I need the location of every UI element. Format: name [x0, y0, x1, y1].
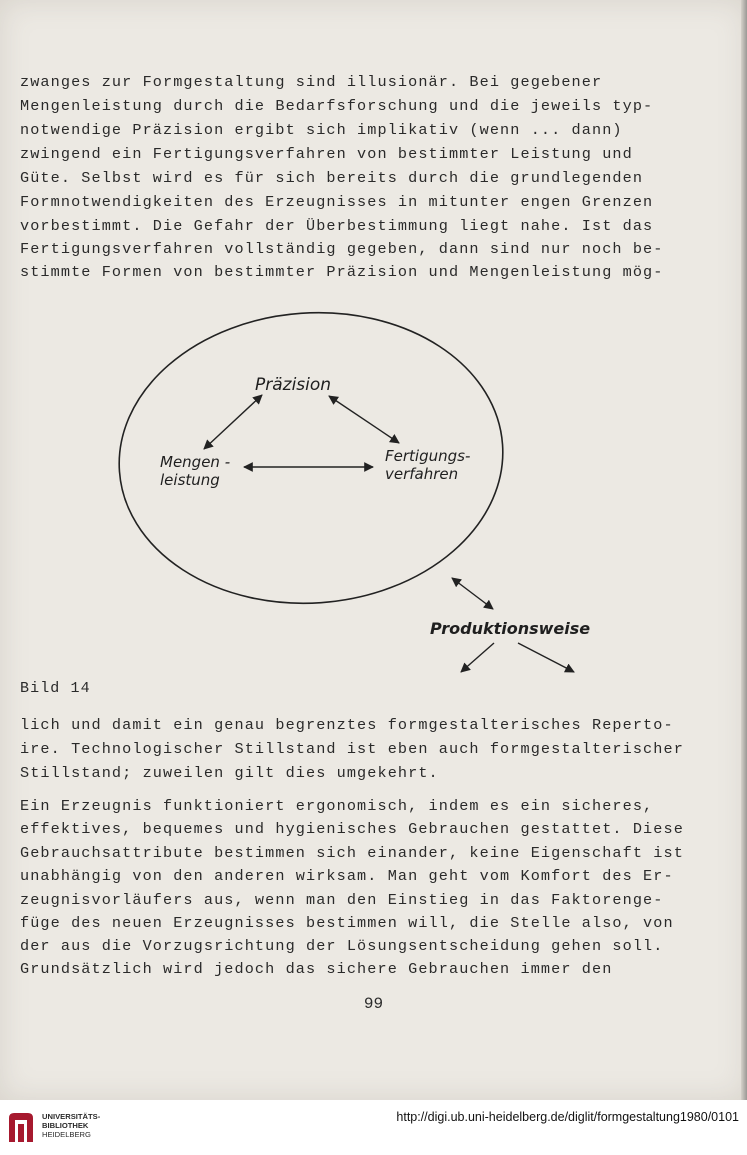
text-line: Formnotwendigkeiten des Erzeugnisses in mitunter engen Grenzen: [20, 193, 654, 211]
text-line: Gebrauchsattribute bestimmen sich einander, keine Eigenschaft ist: [20, 844, 684, 862]
text-line: lich und damit ein genau begrenztes formgestalterisches Reperto-: [20, 716, 674, 734]
text-line: füge des neuen Erzeugnisses bestimmen will, die Stelle also, von: [20, 914, 674, 932]
label-quantity-2: leistung: [160, 471, 220, 489]
arrow-process-production: [452, 578, 493, 609]
arrow-production-left: [461, 643, 494, 672]
text-line: vorbestimmt. Die Gefahr der Überbestimmung liegt nahe. Ist das: [20, 217, 654, 235]
text-line: effektives, bequemes und hygienisches Gebrauchen gestattet. Diese: [20, 820, 684, 838]
label-process-2: verfahren: [385, 465, 459, 483]
arrow-precision-quantity: [204, 395, 262, 449]
label-process-1: Fertigungs-: [385, 447, 471, 465]
text-line: Güte. Selbst wird es für sich bereits durch die grundlegenden: [20, 169, 644, 187]
text-line: der aus die Vorzugsrichtung der Lösungsentscheidung gehen soll.: [20, 937, 664, 955]
label-quantity-1: Mengen -: [160, 453, 231, 471]
text-line: Mengenleistung durch die Bedarfsforschung und die jeweils typ-: [20, 97, 654, 115]
text-line: zwingend ein Fertigungsverfahren von bestimmter Leistung und: [20, 145, 633, 163]
source-url-link[interactable]: http://digi.ub.uni-heidelberg.de/diglit/formgestaltung1980/0101: [396, 1110, 739, 1124]
label-production-method: Produktionsweise: [430, 619, 591, 638]
text-line: Fertigungsverfahren vollständig gegeben, dann sind nur noch be-: [20, 240, 664, 258]
library-line-1: UNIVERSITÄTS-: [42, 1112, 101, 1121]
text-line: Ein Erzeugnis funktioniert ergonomisch, indem es ein sicheres,: [20, 797, 654, 815]
text-line: ire. Technologischer Stillstand ist eben auch formgestalterischer: [20, 740, 684, 758]
university-library-logo-icon: [6, 1110, 36, 1144]
library-name: [42, 1112, 100, 1139]
library-line-3: HEIDELBERG: [42, 1130, 91, 1139]
figure-caption: Bild 14: [20, 680, 91, 697]
arrow-production-right: [518, 643, 574, 672]
library-footer: [0, 1100, 747, 1155]
arrow-precision-process: [329, 396, 399, 443]
page-number: 99: [363, 995, 384, 1013]
label-precision: Präzision: [255, 375, 332, 395]
text-line: zwanges zur Formgestaltung sind illusionär. Bei gegebener: [20, 73, 603, 91]
text-line: zeugnisvorläufers aus, wenn man den Einstieg in das Faktorenge-: [20, 891, 664, 909]
text-line: Grundsätzlich wird jedoch das sichere Gebrauchen immer den: [20, 960, 613, 978]
library-line-2: BIBLIOTHEK: [42, 1121, 89, 1130]
text-line: stimmte Formen von bestimmter Präzision und Mengenleistung mög-: [20, 263, 664, 281]
text-line: unabhängig von den anderen wirksam. Man geht vom Komfort des Er-: [20, 867, 674, 885]
text-line: notwendige Präzision ergibt sich implikativ (wenn ... dann): [20, 121, 623, 139]
text-line: Stillstand; zuweilen gilt dies umgekehrt.: [20, 764, 439, 782]
